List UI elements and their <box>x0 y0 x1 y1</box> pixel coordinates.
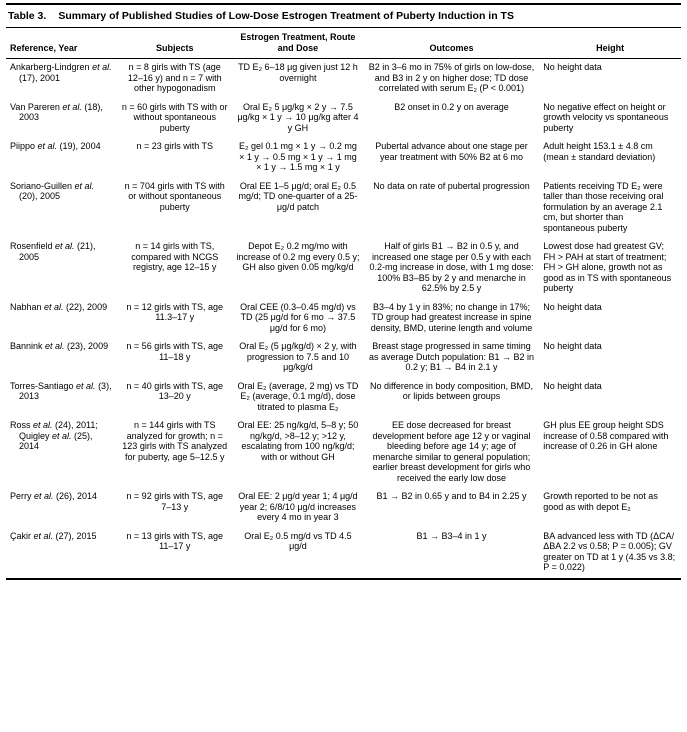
cell-height: No height data <box>543 301 602 312</box>
cell-subjects: n = 704 girls with TS with or without spontaneous puberty <box>124 180 225 212</box>
cell-subjects: n = 8 girls with TS (age 12–16 y) and n = 7 with other hypogonadism <box>127 62 222 93</box>
table-row <box>6 59 681 99</box>
cell-treatment: Oral E₂ (average, 2 mg) vs TD E₂ (average, 0.1 mg/d), dose titrated to plasma E₂ <box>237 380 359 412</box>
cell-subjects: n = 60 girls with TS with or without spontaneous puberty <box>121 101 228 133</box>
cell-reference: Perry et al. (26), 2014 <box>10 491 98 501</box>
column-header-outcomes: Outcomes <box>364 28 540 59</box>
cell-outcomes: B3–4 by 1 y in 83%; no change in 17%; TD group had greatest increase in spine density, BMD, uterine length and volume <box>370 301 533 333</box>
table-number: Table 3. <box>8 10 47 22</box>
cell-subjects: n = 12 girls with TS, age 11.3–17 y <box>126 301 224 322</box>
cell-outcomes: B1 → B2 in 0.65 y and to B4 in 2.25 y <box>376 491 527 501</box>
cell-reference: Rosenfield et al. (21), 2005 <box>10 241 96 262</box>
cell-height: Growth reported to be not as good as with depot E₂ <box>543 491 658 512</box>
cell-height: BA advanced less with TD (ΔCA/ΔBA 2.2 vs 0.58; P = 0.005); GV greater on TD at 1 y (4.35 vs 3.8; P = 0.022) <box>543 530 676 572</box>
cell-treatment: Depot E₂ 0.2 mg/mo with increase of 0.2 mg every 0.5 y; GH also given 0.05 mg/kg/d <box>236 241 360 272</box>
cell-reference: Ankarberg-Lindgren et al. (17), 2001 <box>10 62 112 83</box>
cell-outcomes: Half of girls B1 → B2 in 0.5 y, and increased one stage per 0.5 y with each 0.2-mg increase in dose, with 1 mg dose: 100% B3–B5 by 2 y and menarche in 62.5% by 2.5 y <box>369 241 534 293</box>
cell-height: No negative effect on height or growth velocity vs spontaneous puberty <box>543 101 669 133</box>
cell-treatment: Oral CEE (0.3–0.45 mg/d) vs TD (25 μg/d for 6 mo → 37.5 μg/d for 6 mo) <box>240 301 356 333</box>
cell-subjects: n = 14 girls with TS, compared with NCGS registry, age 12–15 y <box>131 241 219 272</box>
cell-reference: Nabhan et al. (22), 2009 <box>10 301 108 312</box>
studies-table <box>6 28 681 580</box>
table-row <box>6 178 681 239</box>
cell-height: No height data <box>543 62 602 72</box>
cell-treatment: Oral E₂ 0.5 mg/d vs TD 4.5 μg/d <box>244 530 352 551</box>
cell-outcomes: Breast stage progressed in same timing as average Dutch population: B1 → B2 in 0.2 y; B1 → B4 in 2.1 y <box>368 341 535 372</box>
cell-treatment: Oral E₂ (5 μg/kg/d) × 2 y, with progression to 7.5 and 10 μg/kg/d <box>239 341 357 372</box>
table-row <box>6 299 681 339</box>
cell-treatment: Oral EE: 2 μg/d year 1; 4 μg/d year 2; 6/8/10 μg/d increases every 4 mo in year 3 <box>238 491 358 522</box>
cell-outcomes: B2 onset in 0.2 y on average <box>394 101 509 112</box>
table-caption <box>6 3 681 28</box>
cell-reference: Van Pareren et al. (18), 2003 <box>10 101 103 122</box>
cell-height: Adult height 153.1 ± 4.8 cm (mean ± standard deviation) <box>543 141 656 162</box>
cell-height: No height data <box>543 341 602 351</box>
cell-height: No height data <box>543 380 602 391</box>
cell-subjects: n = 144 girls with TS analyzed for growth; n = 123 girls with TS analyzed for puberty, age 5–12.5 y <box>122 420 228 462</box>
cell-subjects: n = 40 girls with TS, age 13–20 y <box>126 380 224 401</box>
cell-subjects: n = 23 girls with TS <box>136 141 214 151</box>
cell-height: GH plus EE group height SDS increase of 0.58 compared with increase of 0.26 in GH alone <box>543 420 669 451</box>
column-header-subjects: Subjects <box>117 28 232 59</box>
cell-reference: Bannink et al. (23), 2009 <box>10 341 109 351</box>
cell-treatment: Oral E₂ 5 μg/kg × 2 y → 7.5 μg/kg × 1 y → 10 μg/kg after 4 y GH <box>237 101 359 133</box>
cell-treatment: Oral EE: 25 ng/kg/d, 5–8 y; 50 ng/kg/d, >8–12 y; >12 y, escalating from 100 ng/kg/d; with or without GH <box>237 420 359 462</box>
cell-outcomes: No data on rate of pubertal progression <box>373 180 530 191</box>
table-row <box>6 238 681 299</box>
table-row <box>6 99 681 139</box>
cell-height: Lowest dose had greatest GV; FH > PAH at start of treatment; FH > GH alone, growth not as good as in TS with spontaneous puberty <box>543 241 672 293</box>
cell-subjects: n = 56 girls with TS, age 11–18 y <box>126 341 224 362</box>
cell-treatment: E₂ gel 0.1 mg × 1 y → 0.2 mg × 1 y → 0.5 mg × 1 y → 1 mg × 1 y → 1.5 mg × 1 y <box>239 141 357 172</box>
column-header-estrogen-treatment: Estrogen Treatment, Route and Dose <box>232 28 364 59</box>
cell-reference: Çakir et al. (27), 2015 <box>10 530 97 541</box>
cell-subjects: n = 92 girls with TS, age 7–13 y <box>126 491 224 512</box>
cell-treatment: TD E₂ 6–18 μg given just 12 h overnight <box>238 62 358 83</box>
table-row <box>6 528 681 579</box>
cell-outcomes: Pubertal advance about one stage per year treatment with 50% B2 at 6 mo <box>375 141 528 162</box>
cell-reference: Torres-Santiago et al. (3), 2013 <box>10 380 112 401</box>
table-row <box>6 378 681 418</box>
cell-outcomes: No difference in body composition, BMD, or lipids between groups <box>370 380 533 401</box>
cell-subjects: n = 13 girls with TS, age 11–17 y <box>126 530 224 551</box>
table-row <box>6 488 681 528</box>
table-row <box>6 138 681 178</box>
header-row <box>6 28 681 59</box>
table-row <box>6 338 681 378</box>
cell-outcomes: B2 in 3–6 mo in 75% of girls on low-dose, and B3 in 2 y on higher dose; TD dose correlated with serum E₂ (P < 0.001) <box>368 62 535 93</box>
cell-reference: Ross et al. (24), 2011; Quigley et al. (25), 2014 <box>10 420 98 451</box>
cell-reference: Piippo et al. (19), 2004 <box>10 141 101 151</box>
table-row <box>6 417 681 488</box>
column-header-height: Height <box>539 28 681 59</box>
column-header-reference-year: Reference, Year <box>6 28 117 59</box>
table-title: Summary of Published Studies of Low-Dose Estrogen Treatment of Puberty Induction in TS <box>58 10 514 22</box>
cell-outcomes: EE dose decreased for breast development before age 12 y or vaginal bleeding before age 14 y; age of menarche similar to general population; earlier breast development for girls who received the early low dose <box>372 420 531 483</box>
cell-reference: Soriano-Guillen et al. (20), 2005 <box>10 180 95 201</box>
cell-height: Patients receiving TD E₂ were taller than those receiving oral formulation by an average 2.1 cm, but shorter than spontaneous puberty <box>543 180 664 233</box>
cell-treatment: Oral EE 1–5 μg/d; oral E₂ 0.5 mg/d; TD one-quarter of a 25-μg/d patch <box>238 180 358 212</box>
cell-outcomes: B1 → B3–4 in 1 y <box>416 530 487 541</box>
